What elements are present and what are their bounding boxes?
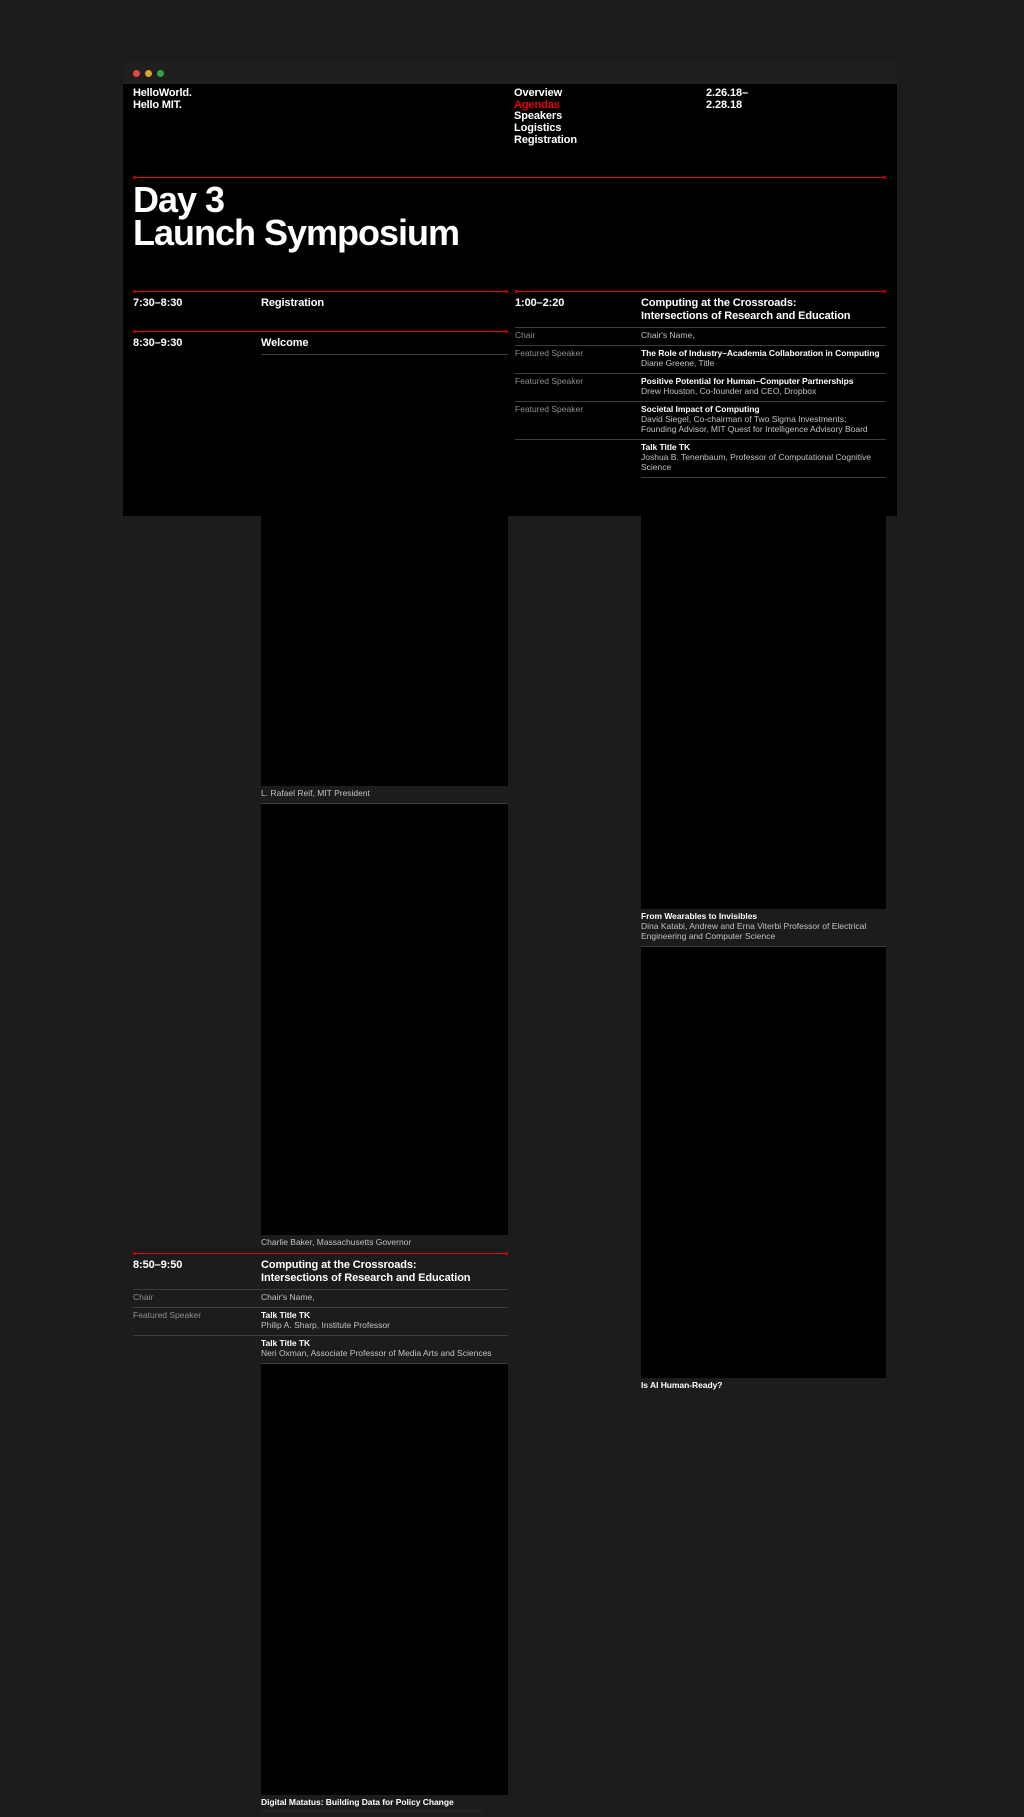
row-label [515, 1380, 641, 1390]
rule-endpoint-icon [505, 1252, 508, 1255]
row-text [641, 442, 886, 472]
time-label: 8:30–9:30 [133, 337, 183, 349]
row-label: Chair [515, 330, 536, 340]
row-text [641, 404, 886, 434]
speaker-line: Diane Greene, Title [641, 358, 715, 368]
agenda-row [515, 346, 886, 373]
red-rule [133, 330, 508, 333]
agenda-row [515, 909, 886, 946]
row-divider [261, 1363, 508, 1795]
date-range [706, 88, 748, 111]
traffic-light-close-button[interactable] [133, 70, 140, 77]
talk-title: Is AI Human-Ready? [641, 1380, 723, 1390]
time-label: 1:00–2:20 [515, 297, 565, 309]
talk-title: Talk Title TK [261, 1310, 311, 1320]
speaker-line: Neri Oxman, Associate Professor of Media Arts and Sciences [261, 1348, 492, 1358]
row-label: Featured Speaker [515, 348, 584, 358]
talk-title: The Role of Industry–Academia Collaboration in Computing [641, 348, 880, 358]
speaker-line: Chair's Name, [261, 1292, 315, 1302]
nav-item-registration[interactable]: Registration [514, 133, 577, 146]
speaker-line: Chair's Name, [641, 330, 695, 340]
row-divider [641, 946, 886, 1378]
rule-endpoint-icon [133, 1252, 136, 1255]
speaker-line: Drew Houston, Co-founder and CEO, Dropbox [641, 386, 817, 396]
session-title-line: Registration [261, 297, 324, 309]
row-text [261, 1310, 508, 1330]
row-label: Featured Speaker [515, 404, 584, 414]
session-title-line: Computing at the Crossroads: [641, 297, 797, 309]
nav-item-agendas[interactable]: Agendas [514, 98, 560, 111]
row-text [641, 330, 886, 340]
page-title-line-2: Launch Symposium [133, 212, 460, 253]
rule-endpoint-icon [883, 290, 886, 293]
row-text [641, 348, 886, 368]
logo-line-2: Hello MIT. [133, 98, 182, 111]
agenda-row [133, 1336, 508, 1363]
agenda-block-header [133, 1255, 508, 1289]
row-divider [261, 803, 508, 1235]
schedule-column-right [515, 290, 886, 1390]
session-title-line: Intersections of Research and Education [641, 310, 851, 322]
row-text [641, 911, 886, 941]
time-label: 8:50–9:50 [133, 1259, 183, 1271]
red-rule [133, 290, 508, 293]
speaker-line: Founding Advisor, MIT Quest for Intelligence Advisory Board [641, 424, 868, 434]
browser-window [123, 62, 897, 1807]
date-start: 2.26.18– [706, 87, 749, 99]
agenda-row [515, 1378, 886, 1395]
row-text [261, 1237, 508, 1247]
clipped-text-remnant [261, 1809, 483, 1812]
talk-title: Positive Potential for Human–Computer Partnerships [641, 376, 854, 386]
speaker-line: Philip A. Sharp, Institute Professor [261, 1320, 390, 1330]
red-rule [515, 290, 886, 293]
red-rule [133, 176, 886, 179]
rule-endpoint-icon [505, 330, 508, 333]
traffic-light-zoom-button[interactable] [157, 70, 164, 77]
speaker-line: David Siegel, Co-chairman of Two Sigma Investments; [641, 414, 847, 424]
talk-title: Talk Title TK [261, 1338, 311, 1348]
row-divider [641, 477, 886, 909]
row-label [515, 442, 641, 472]
row-label [133, 1797, 261, 1812]
session-title [261, 337, 508, 350]
red-rule [133, 1252, 508, 1255]
speaker-line: Dina Katabi, Andrew and Erna Viterbi Professor of Electrical [641, 921, 867, 931]
agenda-row [515, 374, 886, 401]
row-label [133, 1237, 261, 1247]
session-title-line: Computing at the Crossroads: [261, 1259, 417, 1271]
site-logo[interactable] [133, 88, 192, 111]
agenda-row [133, 1235, 508, 1252]
logo-line-1: HelloWorld. [133, 87, 192, 99]
rule-endpoint-icon [505, 290, 508, 293]
window-titlebar[interactable] [123, 62, 897, 84]
row-text [261, 788, 508, 798]
page-title-line-1: Day 3 [133, 179, 225, 220]
agenda-block [515, 290, 886, 1395]
session-title [261, 1259, 508, 1285]
talk-title: Talk Title TK [641, 442, 691, 452]
row-text [261, 1292, 508, 1302]
row-label [133, 788, 261, 798]
row-label [133, 1338, 261, 1358]
row-label [515, 911, 641, 941]
row-label: Featured Speaker [515, 376, 584, 386]
main-nav [514, 88, 577, 147]
traffic-light-minimize-button[interactable] [145, 70, 152, 77]
agenda-block-header [133, 333, 508, 354]
agenda-block [133, 290, 508, 314]
agenda-block [133, 1252, 508, 1817]
row-label: Featured Speaker [133, 1310, 202, 1320]
nav-item-logistics[interactable]: Logistics [514, 122, 562, 135]
rule-endpoint-icon [883, 176, 886, 179]
nav-item-speakers[interactable]: Speakers [514, 110, 563, 123]
schedule-column-left [133, 290, 508, 1807]
row-divider [261, 354, 508, 786]
talk-title: Societal Impact of Computing [641, 404, 760, 414]
speaker-line: L. Rafael Reif, MIT President [261, 788, 370, 798]
page-content [123, 84, 897, 1807]
row-text [261, 1797, 508, 1812]
rule-endpoint-icon [133, 290, 136, 293]
row-label: Chair [133, 1292, 154, 1302]
speaker-line: Engineering and Computer Science [641, 931, 776, 941]
talk-title: From Wearables to Invisibles [641, 911, 758, 921]
session-title [641, 297, 886, 323]
session-title [261, 297, 508, 310]
date-end: 2.28.18 [706, 98, 743, 111]
row-text [641, 376, 886, 396]
agenda-block [133, 330, 508, 1252]
nav-item-overview[interactable]: Overview [514, 87, 563, 99]
agenda-block-header [133, 293, 508, 314]
agenda-row [133, 1308, 508, 1335]
rule-endpoint-icon [133, 330, 136, 333]
agenda-row [515, 402, 886, 439]
row-text [641, 1380, 886, 1390]
session-title-line: Welcome [261, 337, 309, 349]
talk-title: Digital Matatus: Building Data for Policy Change [261, 1797, 454, 1807]
speaker-line: Joshua B. Tenenbaum, Professor of Computational Cognitive Science [641, 452, 871, 472]
agenda-row [133, 1290, 508, 1307]
time-label: 7:30–8:30 [133, 297, 183, 309]
agenda-row [133, 786, 508, 803]
agenda-row [133, 1795, 508, 1817]
page-title [133, 179, 460, 253]
rule-endpoint-icon [515, 290, 518, 293]
session-title-line: Intersections of Research and Education [261, 1272, 471, 1284]
agenda-row [515, 328, 886, 345]
agenda-block-header [515, 293, 886, 327]
agenda-row [515, 440, 886, 477]
speaker-line: Charlie Baker, Massachusetts Governor [261, 1237, 412, 1247]
row-text [261, 1338, 508, 1358]
